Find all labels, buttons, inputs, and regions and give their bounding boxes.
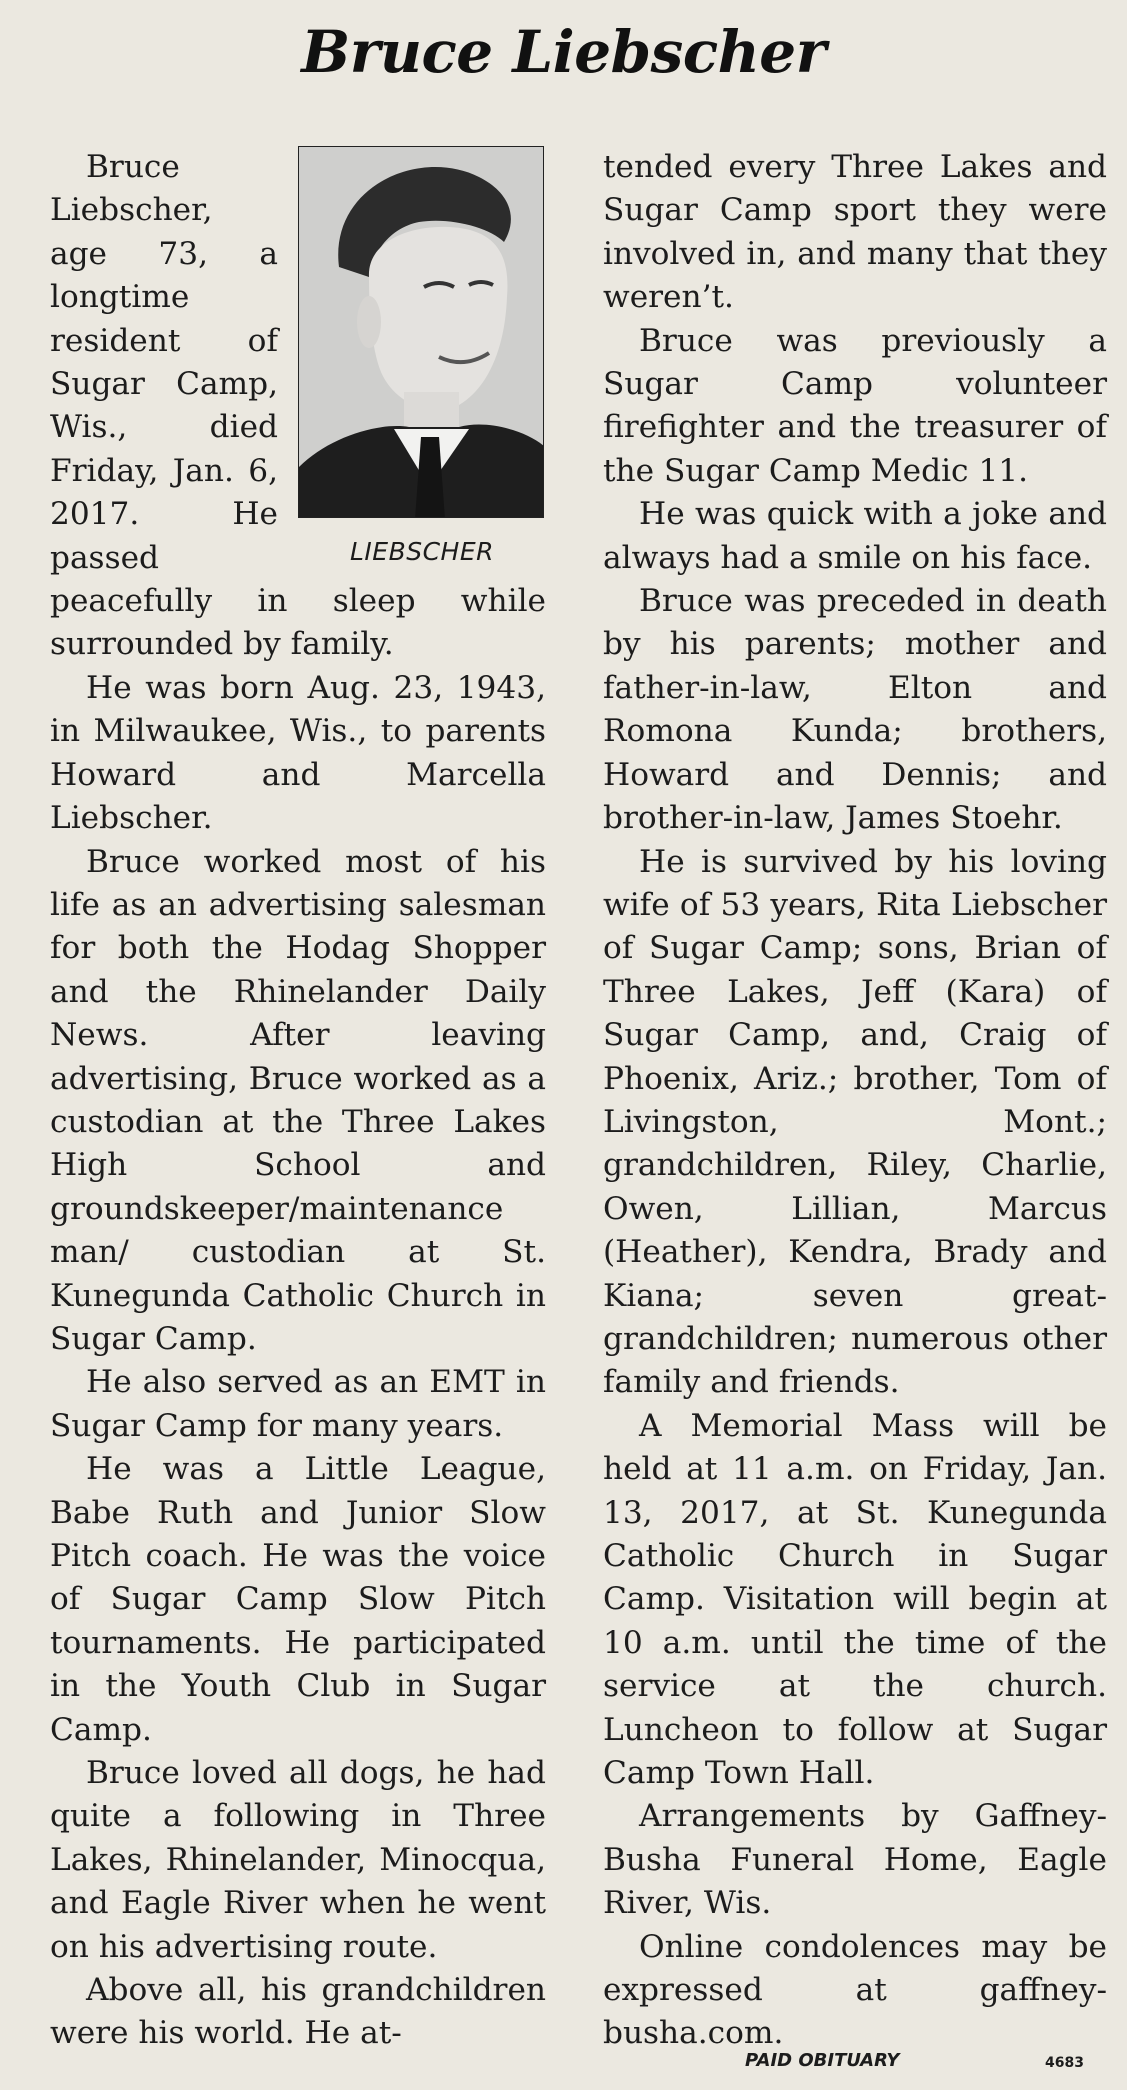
photo-caption: LIEBSCHER <box>349 537 495 566</box>
right-column <box>603 146 1107 2056</box>
paragraph: He is survived by his loving wife of 53 years, Rita Liebscher of Sugar Camp; sons, Brian of Three Lakes, Jeff (Kara) of Sugar Camp, and, Craig of Phoenix, Ariz.; brother, Tom of Livingston, Mont.; grandchildren, Riley, Charlie, Owen, Lillian, Marcus (Heather), Kendra, Brady and Kiana; seven great-grandchildren; numerous other family and friends. <box>603 843 1107 1401</box>
paragraph: Bruce was preceded in death by his parents; mother and father-in-law, Elton and Romona Kunda; brothers, Howard and Dennis; and brother-in-law, James Stoehr. <box>603 583 1107 837</box>
paragraph: Bruce loved all dogs, he had quite a following in Three Lakes, Rhinelander, Minocqua, and Eagle River when he went on his advertising route. <box>50 1755 546 1965</box>
paragraph: Bruce worked most of his life as an advertising salesman for both the Hodag Shopper and the Rhinelander Daily News. After leaving advertising, Bruce worked as a custodian at the Three Lakes High School and groundskeeper/maintenance man/ custodian at St. Kunegunda Catholic Church in Sugar Camp. <box>50 843 546 1357</box>
paragraph: He was a Little League, Babe Ruth and Junior Slow Pitch coach. He was the voice of Sugar Camp Slow Pitch tournaments. He participated in the Youth Club in Sugar Camp. <box>50 1451 546 1748</box>
portrait-image <box>299 147 544 518</box>
paragraph: Arrangements by Gaffney-Busha Funeral Home, Eagle River, Wis. <box>603 1798 1107 1922</box>
paid-obituary-label: PAID OBITUARY <box>745 2050 900 2071</box>
paragraph: He was quick with a joke and always had a smile on his face. <box>603 496 1107 576</box>
left-column <box>50 146 546 2056</box>
paragraph: tended every Three Lakes and Sugar Camp sport they were involved in, and many that they weren’t. <box>603 149 1107 316</box>
paragraph: Online condolences may be expressed at gaffney-busha.com. <box>603 1928 1107 2052</box>
paragraph: Bruce was previously a Sugar Camp volunteer firefighter and the treasurer of the Sugar Camp Medic 11. <box>603 322 1107 489</box>
headline: Bruce Liebscher <box>301 18 826 86</box>
ad-code: 4683 <box>1045 2055 1084 2071</box>
portrait-photo <box>298 146 544 518</box>
portrait-figure <box>298 146 546 566</box>
paragraph: He was born Aug. 23, 1943, in Milwaukee, Wis., to parents Howard and Marcella Liebscher. <box>50 669 546 837</box>
paragraph: He also served as an EMT in Sugar Camp for many years. <box>50 1364 546 1444</box>
paragraph: Above all, his grandchildren were his world. He at- <box>50 1972 546 2052</box>
paragraph: A Memorial Mass will be held at 11 a.m. on Friday, Jan. 13, 2017, at St. Kunegunda Catholic Church in Sugar Camp. Visitation will begin at 10 a.m. until the time of the service at the church. Luncheon to follow at Sugar Camp Town Hall. <box>603 1407 1107 1792</box>
paragraph: Bruce Liebscher, age 73, a longtime resident of Sugar Camp, Wis., died Friday, Jan. 6, 2017. He passed peacefully in sleep while surrounded by family. <box>50 149 546 663</box>
